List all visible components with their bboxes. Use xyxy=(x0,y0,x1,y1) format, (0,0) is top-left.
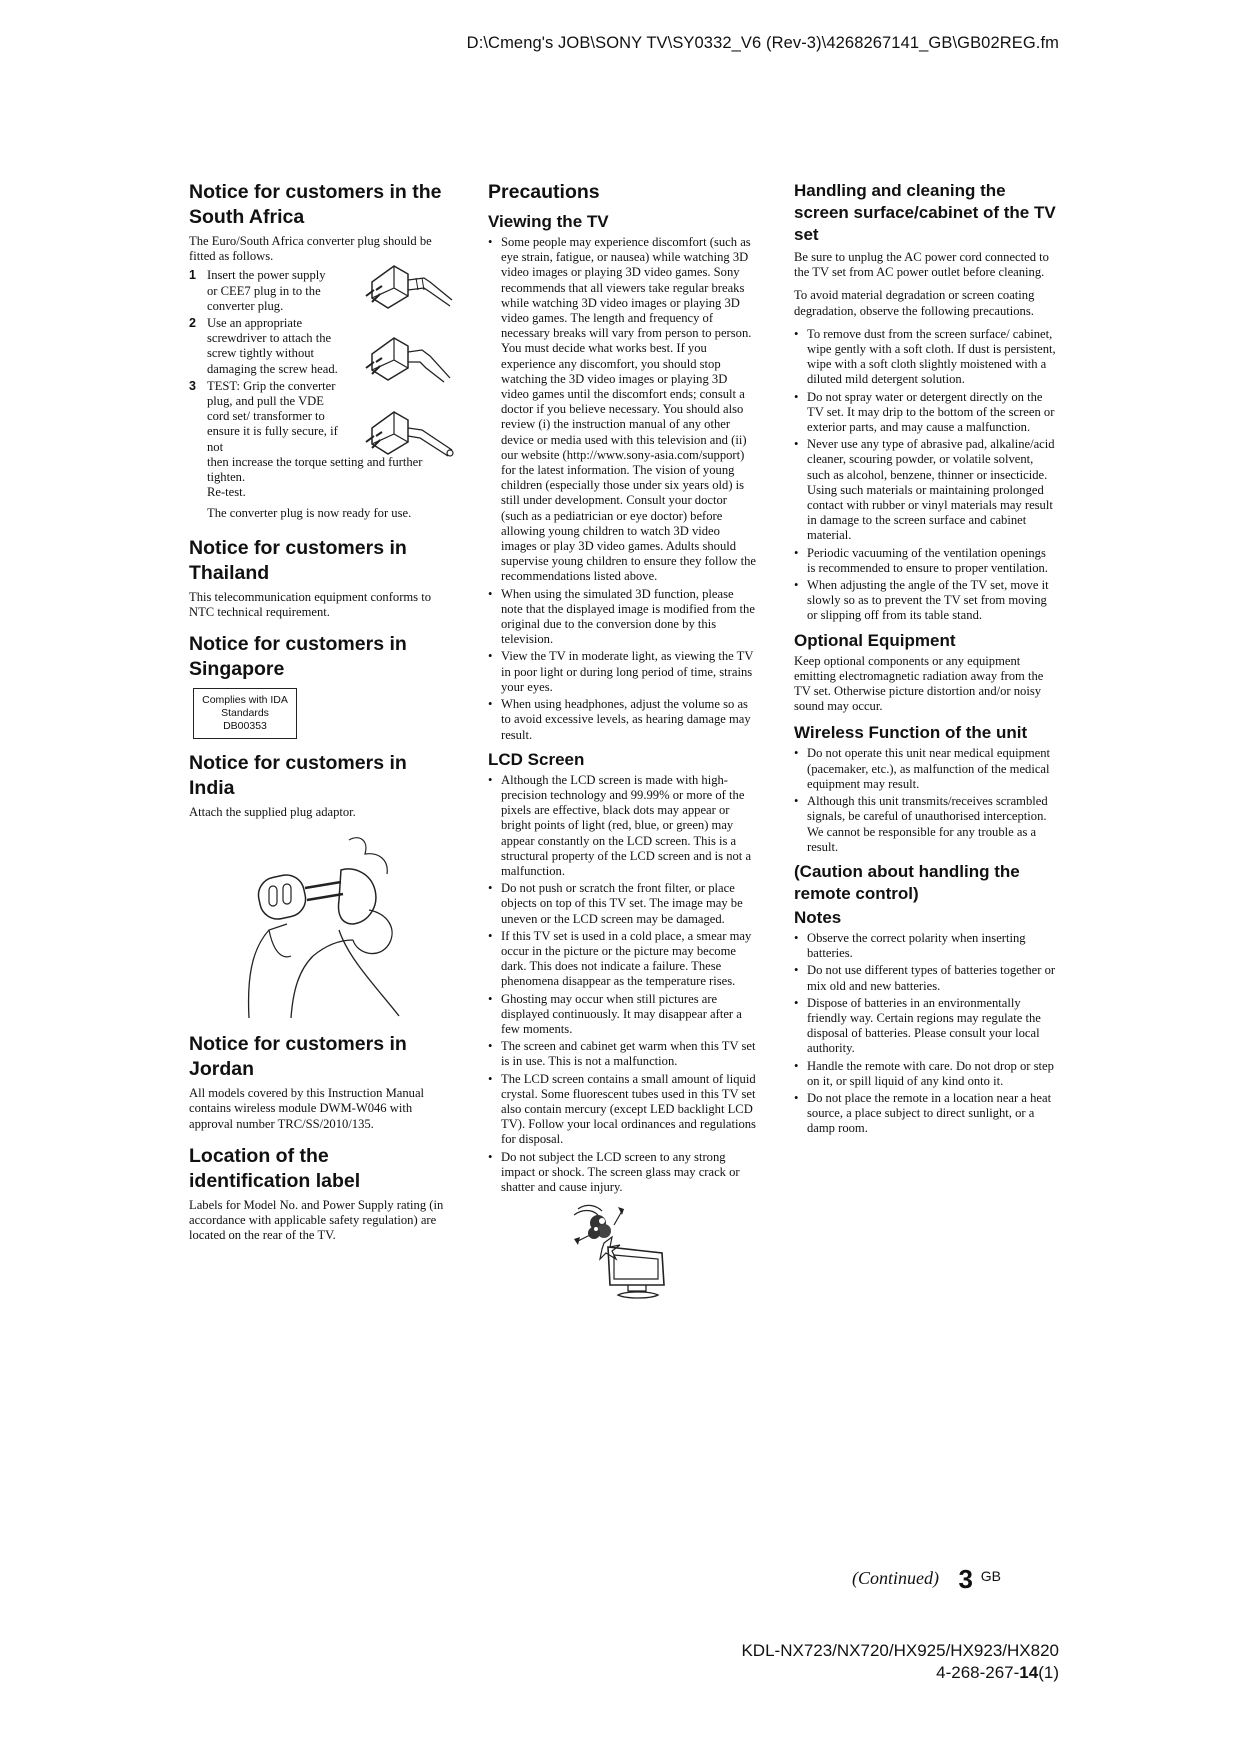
model-info xyxy=(741,1640,1059,1684)
wireless-list xyxy=(794,746,1056,854)
heading-precautions: Precautions xyxy=(488,181,600,203)
list-item: • Although the LCD screen is made with high-precision technology and 99.99% or more of the pixels are effective, black dots may appear or bright points of light (red, blue, or green) may appear constantly on the LCD screen. This is a structural property of the LCD screen and is not a malfunction. xyxy=(488,773,756,879)
viewing-tv-list xyxy=(488,235,756,743)
heading-optional-equipment: Optional Equipment xyxy=(794,630,956,650)
heading-handling-cleaning: Handling and cleaning the screen surface/cabinet of the TV set xyxy=(794,181,1056,244)
heading-notes: Notes xyxy=(794,907,842,927)
india-body: Attach the supplied plug adaptor. xyxy=(189,805,356,820)
list-item: • When using the simulated 3D function, please note that the displayed image is modified from the original due to the conversion done by this television. xyxy=(488,587,756,648)
step-3 xyxy=(189,379,454,501)
part-number-prefix: 4-268-267- xyxy=(936,1663,1020,1682)
step-2 xyxy=(189,316,454,377)
page-language-suffix: GB xyxy=(980,1568,1001,1584)
column-left xyxy=(189,180,454,1251)
handling-list xyxy=(794,327,1056,624)
ida-label-line1: Complies with IDA xyxy=(202,694,288,707)
list-item: • If this TV set is used in a cold place, a smear may occur in the picture or the picture may become dark. This does not indicate a failure. These phenomena disappear as the temperature rises. xyxy=(488,929,756,990)
tv-impact-warning-illustration xyxy=(566,1201,676,1301)
list-item: • When adjusting the angle of the TV set, move it slowly so as to prevent the TV set from moving or slipping off from its table stand. xyxy=(794,578,1056,624)
list-item: • Do not push or scratch the front filter, or place objects on top of this TV set. The image may be uneven or the LCD screen may be damaged. xyxy=(488,881,756,927)
list-item: • Do not place the remote in a location near a heat source, a place subject to direct sunlight, or a damp room. xyxy=(794,1091,1056,1137)
list-item: • Never use any type of abrasive pad, alkaline/acid cleaner, scouring powder, or volatile solvent, such as alcohol, benzene, thinner or insecticide. Using such materials or maintaining prolonged contact with rubber or vinyl materials may result in damage to the screen surface and cabinet material. xyxy=(794,437,1056,543)
heading-lcd-screen: LCD Screen xyxy=(488,749,585,769)
model-numbers: KDL-NX723/NX720/HX925/HX923/HX820 xyxy=(741,1641,1059,1660)
ida-label-line3: DB00353 xyxy=(223,720,267,733)
step-text-continued: then increase the torque setting and further tighten. xyxy=(207,454,423,485)
list-item: • Ghosting may occur when still pictures are displayed continuously. It may disappear after a few moments. xyxy=(488,992,756,1038)
list-item: • Periodic vacuuming of the ventilation openings is recommended to ensure to proper ventilation. xyxy=(794,546,1056,576)
step-number: 3 xyxy=(189,378,196,393)
heading-india: Notice for customers in India xyxy=(189,752,407,800)
heading-singapore: Notice for customers in Singapore xyxy=(189,633,407,681)
list-item: • Handle the remote with care. Do not drop or step on it, or spill liquid of any kind onto it. xyxy=(794,1059,1056,1089)
id-label-body: Labels for Model No. and Power Supply rating (in accordance with applicable safety regulation) are located on the rear of the TV. xyxy=(189,1197,444,1243)
list-item: • The screen and cabinet get warm when this TV set is in use. This is not a malfunction. xyxy=(488,1039,756,1069)
column-right xyxy=(794,180,1056,1143)
column-middle xyxy=(488,180,756,1301)
list-item: • Do not subject the LCD screen to any strong impact or shock. The screen glass may crack or shatter and cause injury. xyxy=(488,1150,756,1196)
list-item: • Do not use different types of batteries together or mix old and new batteries. xyxy=(794,963,1056,993)
step-text-retest: Re-test. xyxy=(207,485,246,500)
section-india xyxy=(189,751,454,1020)
step-number: 2 xyxy=(189,316,196,331)
part-number-suffix: (1) xyxy=(1038,1663,1059,1682)
jordan-body: All models covered by this Instruction Manual contains wireless module DWM-W046 with approval number TRC/SS/2010/135. xyxy=(189,1086,425,1131)
step-number: 1 xyxy=(189,268,196,283)
heading-jordan: Notice for customers in Jordan xyxy=(189,1033,407,1081)
heading-wireless-function: Wireless Function of the unit xyxy=(794,723,1028,743)
page-number: 3 xyxy=(958,1564,973,1594)
south-africa-steps xyxy=(189,268,454,500)
heading-viewing-tv: Viewing the TV xyxy=(488,212,609,231)
part-number-bold: 14 xyxy=(1019,1663,1039,1682)
remote-notes-list xyxy=(794,931,1056,1137)
south-africa-outro: The converter plug is now ready for use. xyxy=(207,506,412,521)
list-item: • Some people may experience discomfort (such as eye strain, fatigue, or nausea) while watching 3D video images or playing 3D video games. Sony recommends that all viewers take regular breaks while watching 3D video images or playing 3D video games. The length and frequency of necessary breaks will vary from person to person. You must decide what works best. If you experience any discomfort, you should stop watching the 3D video images or playing 3D video games until the discomfort ends; consult a doctor if you believe necessary. You should also review (i) the instruction manual of any other device or media used with this television and (ii) our website (http://www.sony-asia.com/support) for the latest information. The vision of young children (especially those under six years old) is still under development. Consult your doctor (such as a pediatrician or eye doctor) before allowing young children to watch 3D video images or play 3D video games. Adults should supervise young children to ensure they follow the recommendations listed above. xyxy=(488,235,756,585)
section-south-africa xyxy=(189,180,454,522)
section-singapore xyxy=(189,632,454,739)
section-id-label xyxy=(189,1144,454,1244)
handling-para-1: Be sure to unplug the AC power cord connected to the TV set from AC power outlet before cleaning. xyxy=(794,250,1049,280)
list-item: • When using headphones, adjust the volume so as to avoid excessive levels, as hearing damage may result. xyxy=(488,697,756,743)
heading-south-africa: Notice for customers in the South Africa xyxy=(189,181,442,228)
file-path-header: D:\Cmeng's JOB\SONY TV\SY0332_V6 (Rev-3)\4268267141_GB\GB02REG.fm xyxy=(466,34,1059,52)
ida-label-line2: Standards xyxy=(221,707,269,720)
continued-label: (Continued) xyxy=(852,1568,939,1588)
list-item: • View the TV in moderate light, as viewing the TV in poor light or during long period of time, strains your eyes. xyxy=(488,649,756,695)
section-jordan xyxy=(189,1032,454,1132)
list-item: • To remove dust from the screen surface/ cabinet, wipe gently with a soft cloth. If dust is persistent, wipe with a soft cloth slightly moistened with a diluted mild detergent solution. xyxy=(794,327,1056,388)
list-item: • The LCD screen contains a small amount of liquid crystal. Some fluorescent tubes used in this TV set also contain mercury (except LED backlight LCD TV). Follow your local ordinances and regulations for disposal. xyxy=(488,1072,756,1148)
step-1 xyxy=(189,268,454,314)
list-item: • Do not spray water or detergent directly on the TV set. It may drip to the bottom of the screen or exterior parts, and may cause a malfunction. xyxy=(794,390,1056,436)
section-thailand xyxy=(189,536,454,620)
ida-compliance-label xyxy=(193,688,297,739)
south-africa-intro: The Euro/South Africa converter plug should be fitted as follows. xyxy=(189,234,432,264)
lcd-screen-list xyxy=(488,773,756,1195)
plug-adaptor-illustration xyxy=(229,830,409,1020)
step-text: Insert the power supply or CEE7 plug in to the converter plug. xyxy=(207,268,326,313)
handling-para-2: To avoid material degradation or screen coating degradation, observe the following precautions. xyxy=(794,288,1035,318)
optional-equipment-body: Keep optional components or any equipment emitting electromagnetic radiation away from the TV set. Otherwise picture distortion and/or noisy sound may occur. xyxy=(794,653,1044,714)
heading-id-label: Location of the identification label xyxy=(189,1144,361,1192)
list-item: • Dispose of batteries in an environmentally friendly way. Certain regions may regulate the disposal of batteries. Please consult your local authority. xyxy=(794,996,1056,1057)
step-text: Use an appropriate screwdriver to attach the screw tightly without damaging the screw head. xyxy=(207,316,338,376)
heading-remote-caution: (Caution about handling the remote control) xyxy=(794,861,1020,903)
list-item: • Do not operate this unit near medical equipment (pacemaker, etc.), as malfunction of the medical equipment may result. xyxy=(794,746,1056,792)
list-item: • Although this unit transmits/receives scrambled signals, be careful of unauthorised interception. We cannot be responsible for any trouble as a result. xyxy=(794,794,1056,855)
list-item: • Observe the correct polarity when inserting batteries. xyxy=(794,931,1056,961)
part-number xyxy=(741,1662,1059,1684)
thailand-body: This telecommunication equipment conforms to NTC technical requirement. xyxy=(189,589,432,619)
heading-thailand: Notice for customers in Thailand xyxy=(189,536,407,584)
step-text: TEST: Grip the converter plug, and pull the VDE cord set/ transformer to ensure it is fully secure, if not xyxy=(207,378,338,454)
